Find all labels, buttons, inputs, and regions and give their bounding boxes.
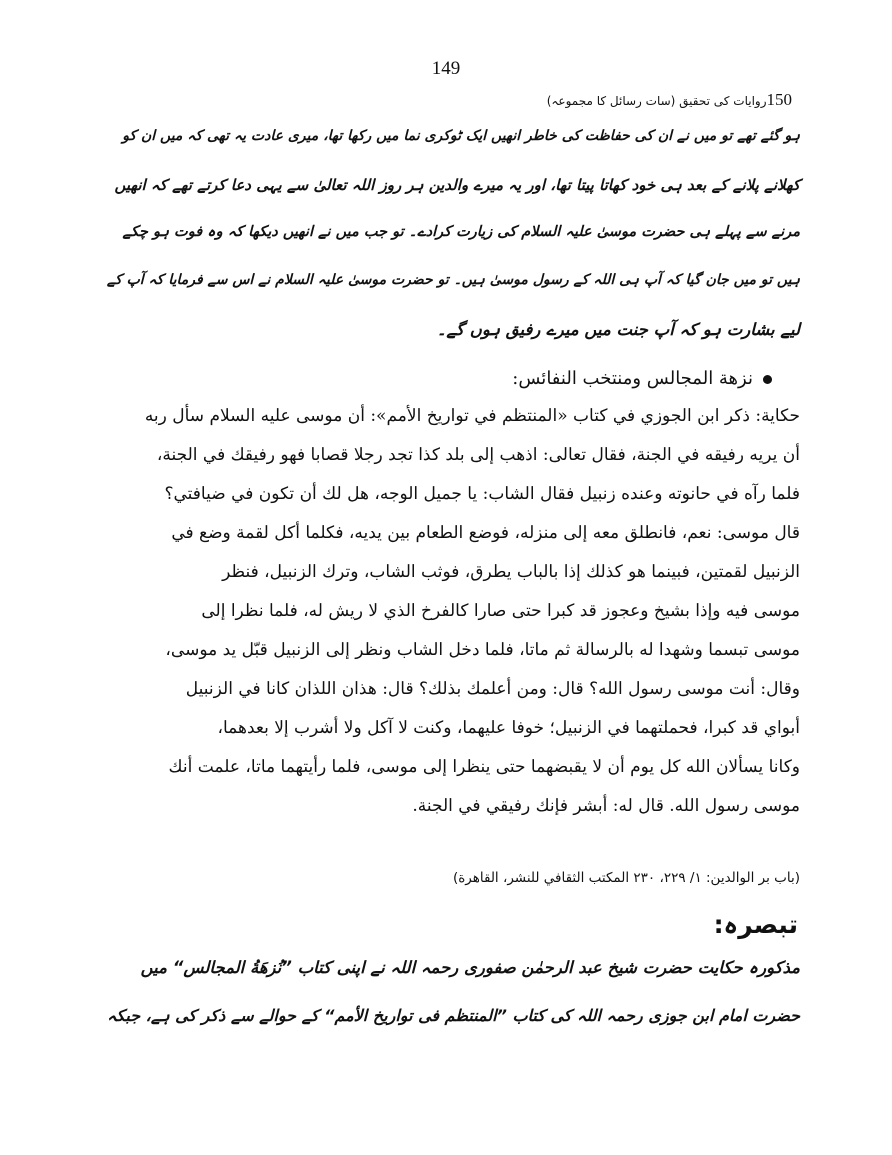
urdu-line: لیے بشارت ہو کہ آپ جنت میں میرے رفیق ہوں گے۔ bbox=[436, 320, 800, 339]
urdu-line: ہیں تو میں جان گیا کہ آپ ہی اللہ کے رسول موسیٰ ہیں۔ تو حضرت موسیٰ علیہ السلام نے اس سے فرمایا کہ آپ کے bbox=[106, 272, 800, 288]
arabic-line: فلما رآه في حانوته وعنده زنبيل فقال الشاب: يا جميل الوجه، هل لك أن تكون في ضيافتي؟ bbox=[164, 484, 800, 504]
urdu-line: مرنے سے پہلے ہی حضرت موسیٰ علیہ السلام کی زیارت کرادے۔ تو جب میں نے انھیں دیکھا کہ وہ فوت ہو چکے bbox=[122, 224, 800, 240]
running-header-title: روایات کی تحقیق (سات رسائل کا مجموعہ) bbox=[546, 94, 767, 108]
bullet-heading-text: نزهة المجالس ومنتخب النفائس: bbox=[512, 368, 753, 389]
arabic-line: موسى تبسما وشهدا له بالرسالة ثم ماتا، فلما دخل الشاب ونظر إلى الزنبيل قبّل يد موسى، bbox=[165, 640, 800, 660]
running-header-number: 150 bbox=[766, 90, 792, 109]
urdu-line: مذکورہ حکایت حضرت شیخ عبد الرحمٰن صفوری رحمہ اللہ نے اپنی کتاب ”نُزهَةُ المجالس“ میں bbox=[140, 958, 800, 977]
arabic-line: حكاية: ذكر ابن الجوزي في كتاب «المنتظم في تواريخ الأمم»: أن موسى عليه السلام سأل ربه bbox=[144, 406, 800, 426]
arabic-line: موسى فيه وإذا بشيخ وعجوز قد كبرا حتى صارا كالفرخ الذي لا ريش له، فلما نظرا إلى bbox=[201, 601, 800, 621]
arabic-line: قال موسى: نعم، فانطلق معه إلى منزله، فوضع الطعام بين يديه، فكلما أكل لقمة وضع في bbox=[171, 523, 800, 543]
arabic-line: وقال: أنت موسى رسول الله؟ قال: ومن أعلمك بذلك؟ قال: هذان اللذان كانا في الزنبيل bbox=[185, 679, 800, 699]
running-header bbox=[547, 90, 792, 110]
bullet-icon bbox=[763, 375, 772, 384]
section-heading: تبصرہ: bbox=[713, 910, 798, 939]
page-number: 149 bbox=[431, 58, 461, 79]
arabic-line: موسى رسول الله. قال له: أبشر فإنك رفيقي في الجنة. bbox=[412, 796, 800, 816]
urdu-line: کھلانے پلانے کے بعد ہی خود کھاتا پیتا تھا، اور یہ میرے والدین ہر روز اللہ تعالیٰ سے یہی دعا کرتے تھے کہ انھیں bbox=[114, 176, 800, 194]
arabic-line: أن يريه رفيقه في الجنة، فقال تعالى: اذهب إلى بلد كذا تجد رجلا قصابا فهو رفيقك في الجنة، bbox=[156, 445, 800, 465]
urdu-line: حضرت امام ابن جوزی رحمہ اللہ کی کتاب ”المنتظم فی تواریخ الأمم“ کے حوالے سے ذکر کی ہے، جبکہ bbox=[107, 1006, 800, 1025]
arabic-line: الزنبيل لقمتين، فبينما هو كذلك إذا بالباب يطرق، فوثب الشاب، وترك الزنبيل، فنظر bbox=[222, 562, 800, 582]
source-citation: (باب بر الوالدين: ١/ ٢٢٩، ٢٣٠ المكتب الثقافي للنشر، القاهرة) bbox=[452, 870, 800, 886]
arabic-line: أبواي قد كبرا، فحملتهما في الزنبيل؛ خوفا عليهما، وكنت لا آكل ولا أشرب إلا بعدهما، bbox=[217, 718, 800, 738]
bullet-heading bbox=[512, 368, 772, 389]
urdu-line: ہو گئے تھے تو میں نے ان کی حفاظت کی خاطر انھیں ایک ٹوکری نما میں رکھا تھا، میری عادت یہ تھی کہ میں ان کو bbox=[122, 128, 800, 144]
arabic-line: وكانا يسألان الله كل يوم أن لا يقبضهما حتى ينظرا إلى موسى، فلما رأيتهما ماتا، علمت أنك bbox=[168, 757, 800, 777]
